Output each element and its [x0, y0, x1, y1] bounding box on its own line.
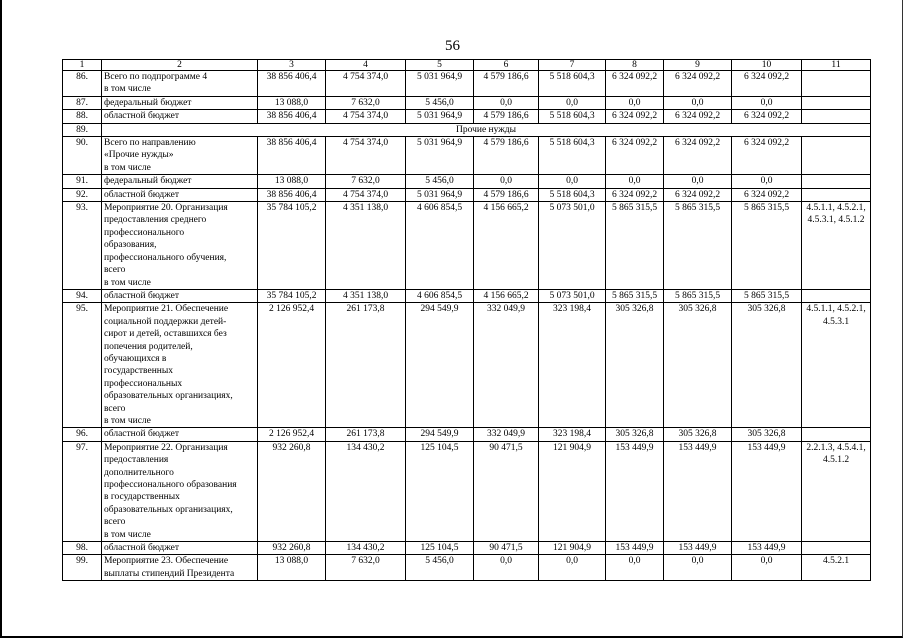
- amount-cell: 305 326,8: [606, 428, 664, 441]
- amount-cell: 4 351 138,0: [326, 202, 406, 290]
- row-name: Мероприятие 21. Обеспечение социальной поддержки детей- сирот и детей, оставшихся без попечения родителей, обучающихся в государственных профессиональных образовательных организациях, всего в том числе: [102, 303, 258, 428]
- column-header: 3: [258, 60, 326, 71]
- indicator-codes: 2.2.1.3, 4.5.4.1, 4.5.1.2: [802, 441, 871, 541]
- column-header: 5: [406, 60, 474, 71]
- amount-cell: 0,0: [664, 96, 732, 109]
- row-number: 92.: [63, 188, 102, 201]
- amount-cell: 294 549,9: [406, 303, 474, 428]
- amount-cell: 6 324 092,2: [664, 110, 732, 123]
- amount-cell: 125 104,5: [406, 542, 474, 555]
- section-title: Прочие нужды: [102, 123, 871, 136]
- amount-cell: 305 326,8: [732, 303, 802, 428]
- amount-cell: 121 904,9: [539, 542, 606, 555]
- indicator-codes: 4.5.1.1, 4.5.2.1, 4.5.3.1, 4.5.1.2: [802, 202, 871, 290]
- indicator-codes: [802, 289, 871, 302]
- amount-cell: 5 518 604,3: [539, 188, 606, 201]
- amount-cell: 6 324 092,2: [732, 188, 802, 201]
- amount-cell: 305 326,8: [664, 428, 732, 441]
- amount-cell: 13 088,0: [258, 555, 326, 581]
- amount-cell: 0,0: [474, 555, 539, 581]
- column-header: 4: [326, 60, 406, 71]
- amount-cell: 7 632,0: [326, 555, 406, 581]
- amount-cell: 6 324 092,2: [606, 137, 664, 175]
- table-row: [63, 555, 871, 581]
- row-number: 97.: [63, 441, 102, 541]
- amount-cell: 261 173,8: [326, 303, 406, 428]
- amount-cell: 38 856 406,4: [258, 110, 326, 123]
- amount-cell: 35 784 105,2: [258, 289, 326, 302]
- amount-cell: 932 260,8: [258, 542, 326, 555]
- row-name: федеральный бюджет: [102, 96, 258, 109]
- amount-cell: 5 865 315,5: [606, 202, 664, 290]
- amount-cell: 932 260,8: [258, 441, 326, 541]
- row-name: областной бюджет: [102, 188, 258, 201]
- table-row: [63, 188, 871, 201]
- row-name: областной бюджет: [102, 110, 258, 123]
- amount-cell: 0,0: [664, 555, 732, 581]
- amount-cell: 6 324 092,2: [664, 188, 732, 201]
- amount-cell: 13 088,0: [258, 96, 326, 109]
- amount-cell: 5 518 604,3: [539, 110, 606, 123]
- table-row: [63, 202, 871, 290]
- indicator-codes: [802, 110, 871, 123]
- table-row: [63, 123, 871, 136]
- column-header: 9: [664, 60, 732, 71]
- amount-cell: 5 456,0: [406, 96, 474, 109]
- indicator-codes: [802, 542, 871, 555]
- row-number: 96.: [63, 428, 102, 441]
- amount-cell: 2 126 952,4: [258, 428, 326, 441]
- row-name: Мероприятие 23. Обеспечение выплаты стипендий Президента: [102, 555, 258, 581]
- column-header: 1: [63, 60, 102, 71]
- amount-cell: 4 754 374,0: [326, 71, 406, 97]
- row-name: федеральный бюджет: [102, 175, 258, 188]
- amount-cell: 4 579 186,6: [474, 137, 539, 175]
- amount-cell: 6 324 092,2: [606, 110, 664, 123]
- amount-cell: 5 456,0: [406, 175, 474, 188]
- indicator-codes: [802, 175, 871, 188]
- amount-cell: 38 856 406,4: [258, 71, 326, 97]
- amount-cell: 153 449,9: [664, 441, 732, 541]
- indicator-codes: [802, 137, 871, 175]
- row-number: 87.: [63, 96, 102, 109]
- amount-cell: 125 104,5: [406, 441, 474, 541]
- table-row: [63, 441, 871, 541]
- amount-cell: 153 449,9: [732, 542, 802, 555]
- indicator-codes: 4.5.1.1, 4.5.2.1, 4.5.3.1: [802, 303, 871, 428]
- amount-cell: 0,0: [539, 96, 606, 109]
- row-number: 98.: [63, 542, 102, 555]
- amount-cell: 0,0: [474, 175, 539, 188]
- amount-cell: 0,0: [474, 96, 539, 109]
- amount-cell: 4 579 186,6: [474, 71, 539, 97]
- table-row: [63, 110, 871, 123]
- amount-cell: 5 031 964,9: [406, 188, 474, 201]
- amount-cell: 332 049,9: [474, 303, 539, 428]
- row-number: 95.: [63, 303, 102, 428]
- amount-cell: 38 856 406,4: [258, 188, 326, 201]
- amount-cell: 5 073 501,0: [539, 202, 606, 290]
- row-name: Мероприятие 20. Организация предоставления среднего профессионального образования, профессионального обучения, всего в том числе: [102, 202, 258, 290]
- amount-cell: 323 198,4: [539, 428, 606, 441]
- column-header: 8: [606, 60, 664, 71]
- amount-cell: 305 326,8: [732, 428, 802, 441]
- table-row: [63, 175, 871, 188]
- row-number: 93.: [63, 202, 102, 290]
- amount-cell: 5 865 315,5: [664, 202, 732, 290]
- amount-cell: 134 430,2: [326, 542, 406, 555]
- row-name: Мероприятие 22. Организация предоставления дополнительного профессионального образования в государственных образовательных организациях, всего в том числе: [102, 441, 258, 541]
- amount-cell: 134 430,2: [326, 441, 406, 541]
- amount-cell: 4 351 138,0: [326, 289, 406, 302]
- amount-cell: 13 088,0: [258, 175, 326, 188]
- row-number: 86.: [63, 71, 102, 97]
- amount-cell: 305 326,8: [606, 303, 664, 428]
- row-number: 91.: [63, 175, 102, 188]
- amount-cell: 0,0: [732, 175, 802, 188]
- page-number: 56: [445, 38, 460, 54]
- amount-cell: 4 579 186,6: [474, 110, 539, 123]
- amount-cell: 38 856 406,4: [258, 137, 326, 175]
- amount-cell: 6 324 092,2: [732, 137, 802, 175]
- table-row: [63, 71, 871, 97]
- amount-cell: 153 449,9: [606, 542, 664, 555]
- amount-cell: 332 049,9: [474, 428, 539, 441]
- indicator-codes: [802, 71, 871, 97]
- amount-cell: 4 156 665,2: [474, 202, 539, 290]
- amount-cell: 5 865 315,5: [606, 289, 664, 302]
- amount-cell: 5 456,0: [406, 555, 474, 581]
- amount-cell: 4 754 374,0: [326, 110, 406, 123]
- indicator-codes: [802, 96, 871, 109]
- amount-cell: 7 632,0: [326, 175, 406, 188]
- amount-cell: 5 518 604,3: [539, 71, 606, 97]
- amount-cell: 5 518 604,3: [539, 137, 606, 175]
- table-row: [63, 542, 871, 555]
- header-row: [63, 60, 871, 71]
- indicator-codes: [802, 188, 871, 201]
- amount-cell: 0,0: [732, 555, 802, 581]
- amount-cell: 0,0: [664, 175, 732, 188]
- amount-cell: 0,0: [732, 96, 802, 109]
- indicator-codes: [802, 428, 871, 441]
- column-header: 11: [802, 60, 871, 71]
- amount-cell: 5 031 964,9: [406, 137, 474, 175]
- amount-cell: 5 865 315,5: [732, 202, 802, 290]
- row-number: 89.: [63, 123, 102, 136]
- amount-cell: 305 326,8: [664, 303, 732, 428]
- amount-cell: 153 449,9: [606, 441, 664, 541]
- table-row: [63, 428, 871, 441]
- amount-cell: 2 126 952,4: [258, 303, 326, 428]
- amount-cell: 294 549,9: [406, 428, 474, 441]
- amount-cell: 5 865 315,5: [664, 289, 732, 302]
- amount-cell: 6 324 092,2: [732, 110, 802, 123]
- row-number: 88.: [63, 110, 102, 123]
- table-row: [63, 96, 871, 109]
- amount-cell: 35 784 105,2: [258, 202, 326, 290]
- amount-cell: 0,0: [606, 175, 664, 188]
- indicator-codes: 4.5.2.1: [802, 555, 871, 581]
- amount-cell: 4 606 854,5: [406, 289, 474, 302]
- amount-cell: 5 073 501,0: [539, 289, 606, 302]
- row-name: областной бюджет: [102, 428, 258, 441]
- amount-cell: 4 579 186,6: [474, 188, 539, 201]
- amount-cell: 6 324 092,2: [606, 71, 664, 97]
- amount-cell: 6 324 092,2: [732, 71, 802, 97]
- row-number: 99.: [63, 555, 102, 581]
- budget-table: [62, 59, 871, 581]
- amount-cell: 153 449,9: [664, 542, 732, 555]
- amount-cell: 121 904,9: [539, 441, 606, 541]
- amount-cell: 0,0: [539, 175, 606, 188]
- amount-cell: 0,0: [606, 96, 664, 109]
- row-name: областной бюджет: [102, 289, 258, 302]
- row-number: 90.: [63, 137, 102, 175]
- table-row: [63, 303, 871, 428]
- amount-cell: 6 324 092,2: [664, 71, 732, 97]
- row-number: 94.: [63, 289, 102, 302]
- row-name: областной бюджет: [102, 542, 258, 555]
- amount-cell: 90 471,5: [474, 542, 539, 555]
- amount-cell: 0,0: [606, 555, 664, 581]
- column-header: 2: [102, 60, 258, 71]
- amount-cell: 5 865 315,5: [732, 289, 802, 302]
- row-name: Всего по подпрограмме 4 в том числе: [102, 71, 258, 97]
- amount-cell: 4 156 665,2: [474, 289, 539, 302]
- amount-cell: 7 632,0: [326, 96, 406, 109]
- amount-cell: 5 031 964,9: [406, 110, 474, 123]
- amount-cell: 6 324 092,2: [606, 188, 664, 201]
- table-row: [63, 137, 871, 175]
- column-header: 6: [474, 60, 539, 71]
- row-name: Всего по направлению «Прочие нужды» в том числе: [102, 137, 258, 175]
- amount-cell: 4 754 374,0: [326, 137, 406, 175]
- table-body: [63, 60, 871, 581]
- amount-cell: 5 031 964,9: [406, 71, 474, 97]
- amount-cell: 153 449,9: [732, 441, 802, 541]
- amount-cell: 323 198,4: [539, 303, 606, 428]
- table-row: [63, 289, 871, 302]
- amount-cell: 6 324 092,2: [664, 137, 732, 175]
- column-header: 7: [539, 60, 606, 71]
- amount-cell: 261 173,8: [326, 428, 406, 441]
- amount-cell: 4 754 374,0: [326, 188, 406, 201]
- amount-cell: 0,0: [539, 555, 606, 581]
- amount-cell: 90 471,5: [474, 441, 539, 541]
- column-header: 10: [732, 60, 802, 71]
- amount-cell: 4 606 854,5: [406, 202, 474, 290]
